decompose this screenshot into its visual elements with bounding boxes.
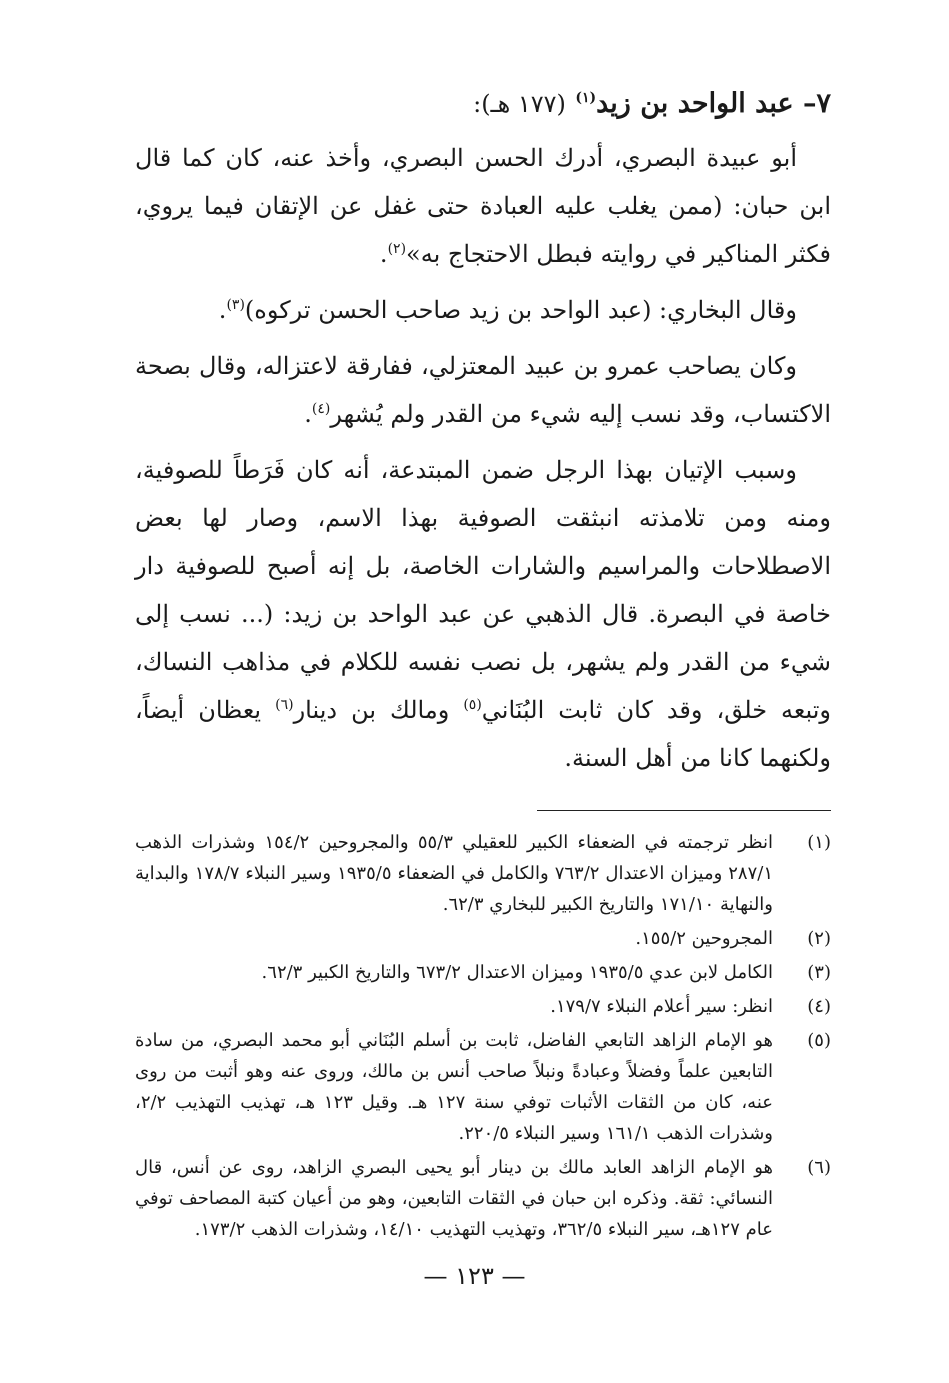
footnote-number: (٤) <box>807 996 831 1017</box>
paragraph-text: ومالك بن دينار <box>293 696 464 724</box>
footnote-2 <box>135 923 831 954</box>
footnote-number: (١) <box>807 832 831 853</box>
footnote-ref[interactable]: (٦) <box>275 697 294 713</box>
paragraph-text: وكان يصاحب عمرو بن عبيد المعتزلي، ففارقة لاعتزاله، وقال بصحة الاكتساب، وقد نسب إليه شيء من القدر ولم يُشهر <box>135 352 831 428</box>
footnote-number: (٢) <box>807 928 831 949</box>
paragraph-4 <box>135 446 831 782</box>
entry-name: عبد الواحد بن زيد <box>596 88 794 119</box>
footnote-ref[interactable]: (١) <box>575 90 597 106</box>
footnote-text: المجروحين ١٥٥/٢. <box>635 928 773 949</box>
footnote-ref[interactable]: (٥) <box>463 697 482 713</box>
paragraph-tail: . <box>218 296 227 324</box>
footnote-1 <box>135 827 831 920</box>
footnote-number: (٥) <box>807 1030 831 1051</box>
footnote-text: انظر: سير أعلام النبلاء ١٧٩/٧. <box>550 996 773 1017</box>
footnote-ref[interactable]: (٢) <box>387 241 407 257</box>
footnote-text: هو الإمام الزاهد العابد مالك بن دينار أبو يحيى البصري الزاهد، روى عن أنس، قال النسائي: ثقة. وذكره ابن حبان في الثقات التابعين، وهو من أعيان كتبة المصاحف توفي عام ١٢٧هـ، سير النبلاء ٣٦٢/٥، وتهذيب التهذيب ١٤/١٠، وشذرات الذهب ١٧٣/٢. <box>135 1157 773 1240</box>
footnote-number: (٣) <box>807 962 831 983</box>
page-body <box>135 78 831 1248</box>
footnote-text: انظر ترجمته في الضعفاء الكبير للعقيلي ٥٥/٣ والمجروحين ١٥٤/٢ وشذرات الذهب ٢٨٧/١ وميزان الاعتدال ٧٦٣/٢ والكامل في الضعفاء ١٩٣٥/٥ وسير النبلاء ١٧٨/٧ والبداية والنهاية ١٧١/١٠ والتاريخ الكبير للبخاري ٦٢/٣. <box>135 832 774 915</box>
paragraph-1 <box>135 134 831 278</box>
entry-date: (١٧٧ هـ): <box>473 90 566 118</box>
footnote-number: (٦) <box>807 1157 831 1178</box>
paragraph-text: أبو عبيدة البصري، أدرك الحسن البصري، وأخذ عنه، كان كما قال ابن حبان: (ممن يغلب عليه العبادة حتى غفل عن الإتقان فيما يروي، فكثر المناكير في روايته فبطل الاحتجاج به» <box>135 144 831 268</box>
footnote-text: هو الإمام الزاهد التابعي الفاضل، ثابت بن أسلم البُنَاني أبو محمد البصري، من سادة التابعين علماً وفضلاً وعبادةً ونبلاً صاحب أنس بن مالك، وروى عنه وهو أثبت من روى عنه، كان من الثقات الأثبات توفي سنة ١٢٧ هـ. وقيل ١٢٣ هـ، تهذيب التهذيب ٢/٢، وشذرات الذهب ١٦١/١ وسير النبلاء ٢٢٠/٥. <box>135 1030 774 1144</box>
entry-number: ٧– <box>802 88 831 119</box>
paragraph-text: وسبب الإتيان بهذا الرجل ضمن المبتدعة، أنه كان فَرَطاً للصوفية، ومنه ومن تلامذته انبثقت الصوفية بهذا الاسم، وصار لها بعض الاصطلاحات والمراسيم والشارات الخاصة، بل إنه أصبح للصوفية دار خاصة في البصرة. قال الذهبي عن عبد الواحد بن زيد: (... نسب إلى شيء من القدر ولم يشهر، بل نصب نفسه للكلام في مذاهب النساك، وتبعه خلق، وقد كان ثابت البُنَاني <box>135 456 831 724</box>
paragraph-text: يعظان أيضاً، ولكنهما كانا من أهل السنة. <box>135 696 831 772</box>
footnote-5 <box>135 1025 831 1149</box>
paragraph-3 <box>135 342 831 438</box>
paragraph-tail: . <box>379 240 388 268</box>
footnote-ref[interactable]: (٣) <box>226 297 245 313</box>
footnote-text: الكامل لابن عدي ١٩٣٥/٥ وميزان الاعتدال ٦٧٣/٢ والتاريخ الكبير ٦٢/٣. <box>261 962 773 983</box>
footnote-4 <box>135 991 831 1022</box>
paragraph-text: وقال البخاري: (عبد الواحد بن زيد صاحب الحسن تركوه) <box>244 296 797 324</box>
paragraph-tail: . <box>304 400 312 428</box>
footnote-ref[interactable]: (٤) <box>311 401 331 417</box>
page-number: — ١٢٣ — <box>423 1262 526 1290</box>
footnotes-list <box>135 827 831 1245</box>
entry-heading <box>135 78 831 130</box>
footnote-6 <box>135 1152 831 1245</box>
paragraph-2 <box>135 286 831 334</box>
footnote-3 <box>135 957 831 988</box>
footnote-separator <box>537 810 831 811</box>
